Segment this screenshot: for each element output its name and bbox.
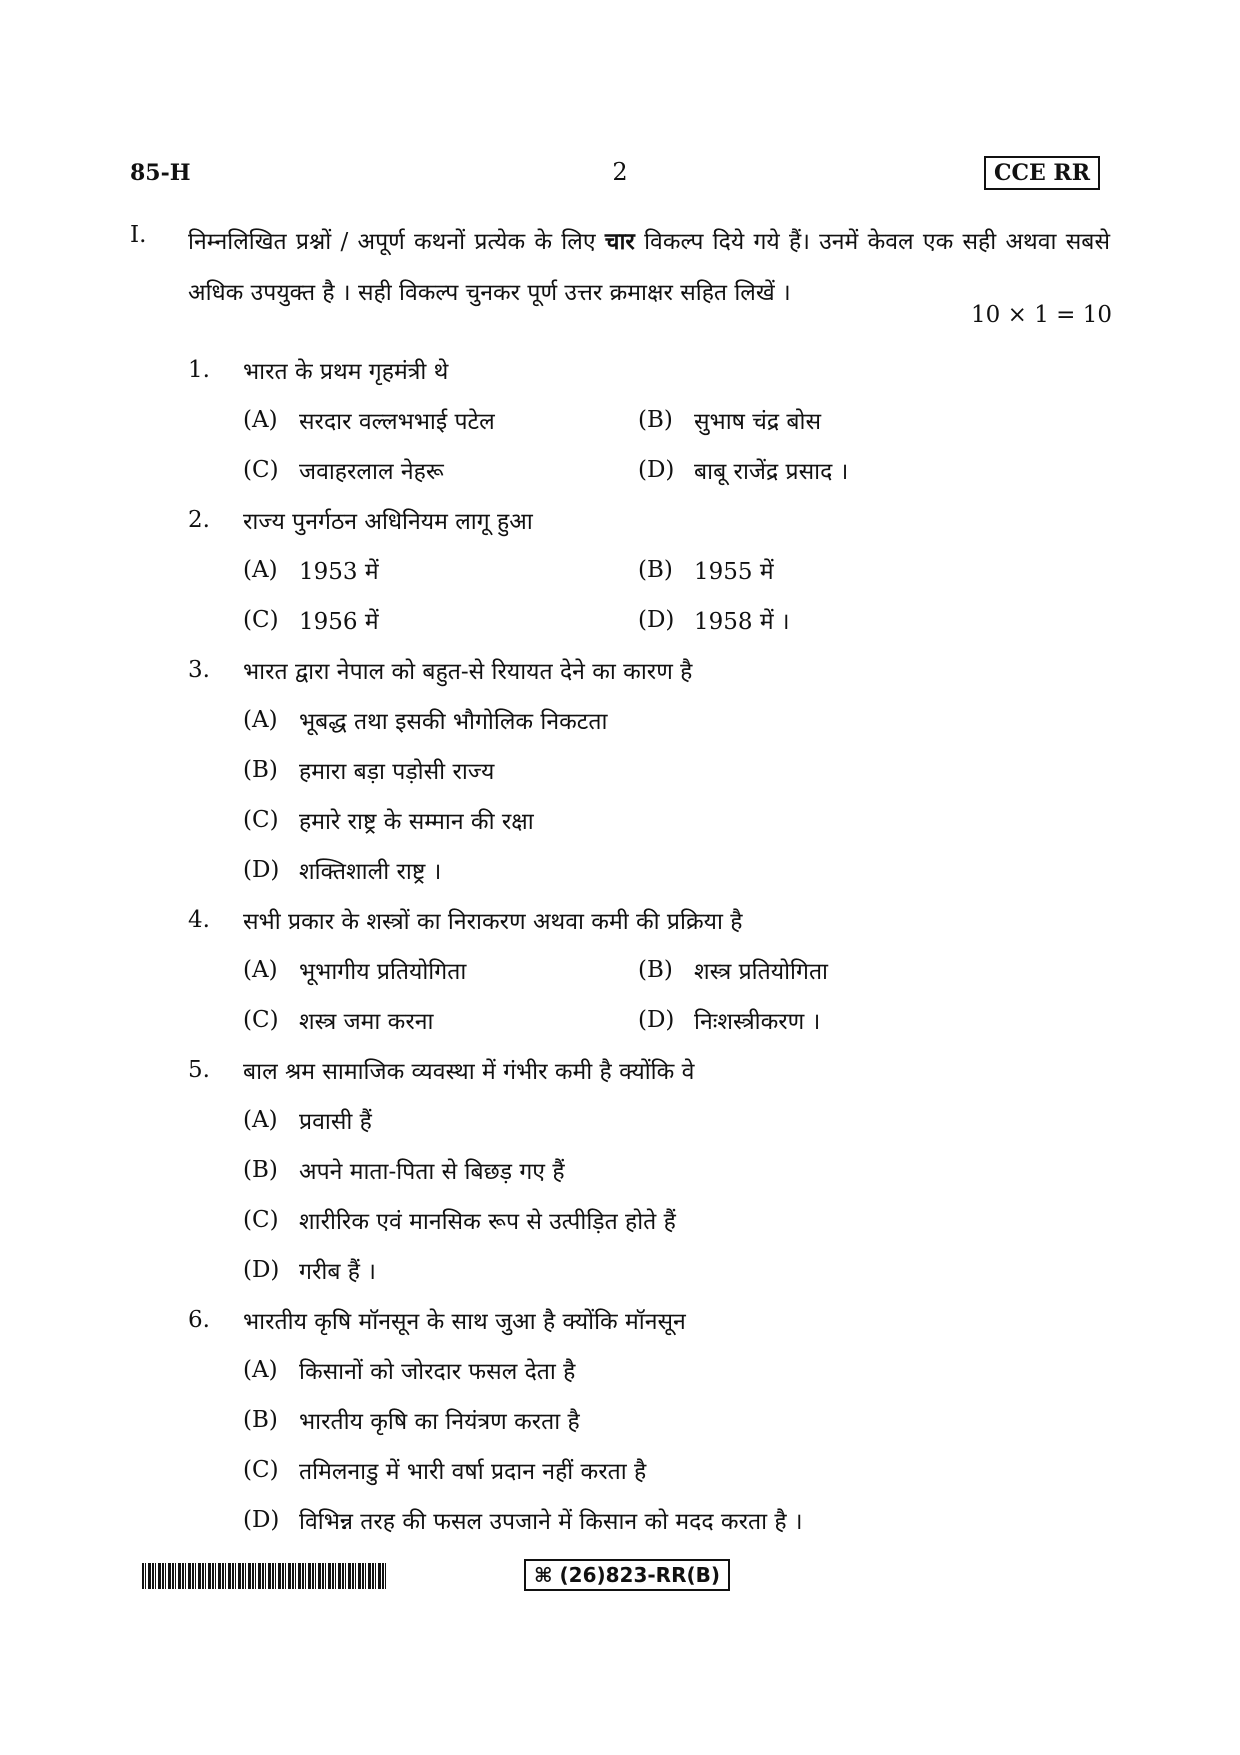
option-d: (D) शक्तिशाली राष्ट्र ।	[243, 857, 442, 885]
option-c: (C) शस्त्र जमा करना	[243, 1007, 434, 1035]
question-1-options	[188, 395, 1108, 495]
option-c: (C) जवाहरलाल नेहरू	[243, 457, 444, 485]
option-b: (B) सुभाष चंद्र बोस	[638, 407, 822, 435]
question-5	[188, 1045, 1108, 1095]
question-5-options	[188, 1095, 1108, 1295]
question-4	[188, 895, 1108, 945]
option-d: (D) बाबू राजेंद्र प्रसाद ।	[638, 457, 849, 485]
option-b: (B) 1955 में	[638, 557, 774, 585]
question-text: बाल श्रम सामाजिक व्यवस्था में गंभीर कमी है क्योंकि वे	[243, 1059, 695, 1085]
section-number: I.	[130, 222, 147, 248]
option-a: (A) 1953 में	[243, 557, 379, 585]
question-1	[188, 345, 1108, 395]
question-text: राज्य पुनर्गठन अधिनियम लागू हुआ	[243, 509, 533, 535]
question-3-options	[188, 695, 1108, 895]
page-number: 2	[612, 158, 628, 186]
footer-code: ⌘ (26)823-RR(B)	[524, 1559, 730, 1591]
option-c: (C) शारीरिक एवं मानसिक रूप से उत्पीड़ित होते हैं	[243, 1207, 676, 1235]
question-4-options	[188, 945, 1108, 1045]
question-2	[188, 495, 1108, 545]
question-6-options	[188, 1345, 1108, 1545]
option-a: (A) भूभागीय प्रतियोगिता	[243, 957, 467, 985]
option-a: (A) किसानों को जोरदार फसल देता है	[243, 1357, 576, 1385]
question-2-options	[188, 545, 1108, 645]
option-d: (D) गरीब हैं ।	[243, 1257, 376, 1285]
question-number: 4.	[188, 907, 210, 933]
question-text: सभी प्रकार के शस्त्रों का निराकरण अथवा कमी की प्रक्रिया है	[243, 909, 743, 935]
question-list	[188, 345, 1108, 1545]
series-box: CCE RR	[984, 156, 1100, 190]
instruction-text-1: निम्नलिखित प्रश्नों / अपूर्ण कथनों प्रत्येक के लिए	[188, 229, 605, 255]
instruction-text-2: विकल्प दिये गये हैं। उनमें केवल एक सही अथवा सबसे अधिक उपयुक्त है । सही विकल्प चुनकर पूर्ण उत्तर क्रमाक्षर सहित लिखें ।	[188, 229, 1110, 306]
option-d: (D) विभिन्न तरह की फसल उपजाने में किसान को मदद करता है ।	[243, 1507, 803, 1535]
question-3	[188, 645, 1108, 695]
question-number: 1.	[188, 357, 210, 383]
option-a: (A) प्रवासी हैं	[243, 1107, 372, 1135]
option-c: (C) तमिलनाडु में भारी वर्षा प्रदान नहीं करता है	[243, 1457, 647, 1485]
option-b: (B) शस्त्र प्रतियोगिता	[638, 957, 829, 985]
option-c: (C) हमारे राष्ट्र के सम्मान की रक्षा	[243, 807, 534, 835]
question-number: 2.	[188, 507, 210, 533]
option-a: (A) सरदार वल्लभभाई पटेल	[243, 407, 495, 435]
option-b: (B) अपने माता-पिता से बिछड़ गए हैं	[243, 1157, 565, 1185]
instruction-bold-word: चार	[604, 228, 635, 255]
question-text: भारत द्वारा नेपाल को बहुत-से रियायत देने का कारण है	[243, 659, 693, 685]
marks-allotment: 10 × 1 = 10	[971, 302, 1112, 328]
question-text: भारत के प्रथम गृहमंत्री थे	[243, 359, 449, 385]
option-b: (B) हमारा बड़ा पड़ोसी राज्य	[243, 757, 495, 785]
question-number: 6.	[188, 1307, 210, 1333]
question-6	[188, 1295, 1108, 1345]
barcode	[142, 1563, 386, 1589]
option-c: (C) 1956 में	[243, 607, 379, 635]
question-number: 3.	[188, 657, 210, 683]
option-a: (A) भूबद्ध तथा इसकी भौगोलिक निकटता	[243, 707, 608, 735]
question-number: 5.	[188, 1057, 210, 1083]
option-d: (D) निःशस्त्रीकरण ।	[638, 1007, 821, 1035]
question-text: भारतीय कृषि मॉनसून के साथ जुआ है क्योंकि मॉनसून	[243, 1309, 686, 1335]
paper-code: 85-H	[130, 160, 191, 186]
option-b: (B) भारतीय कृषि का नियंत्रण करता है	[243, 1407, 580, 1435]
option-d: (D) 1958 में ।	[638, 607, 790, 635]
